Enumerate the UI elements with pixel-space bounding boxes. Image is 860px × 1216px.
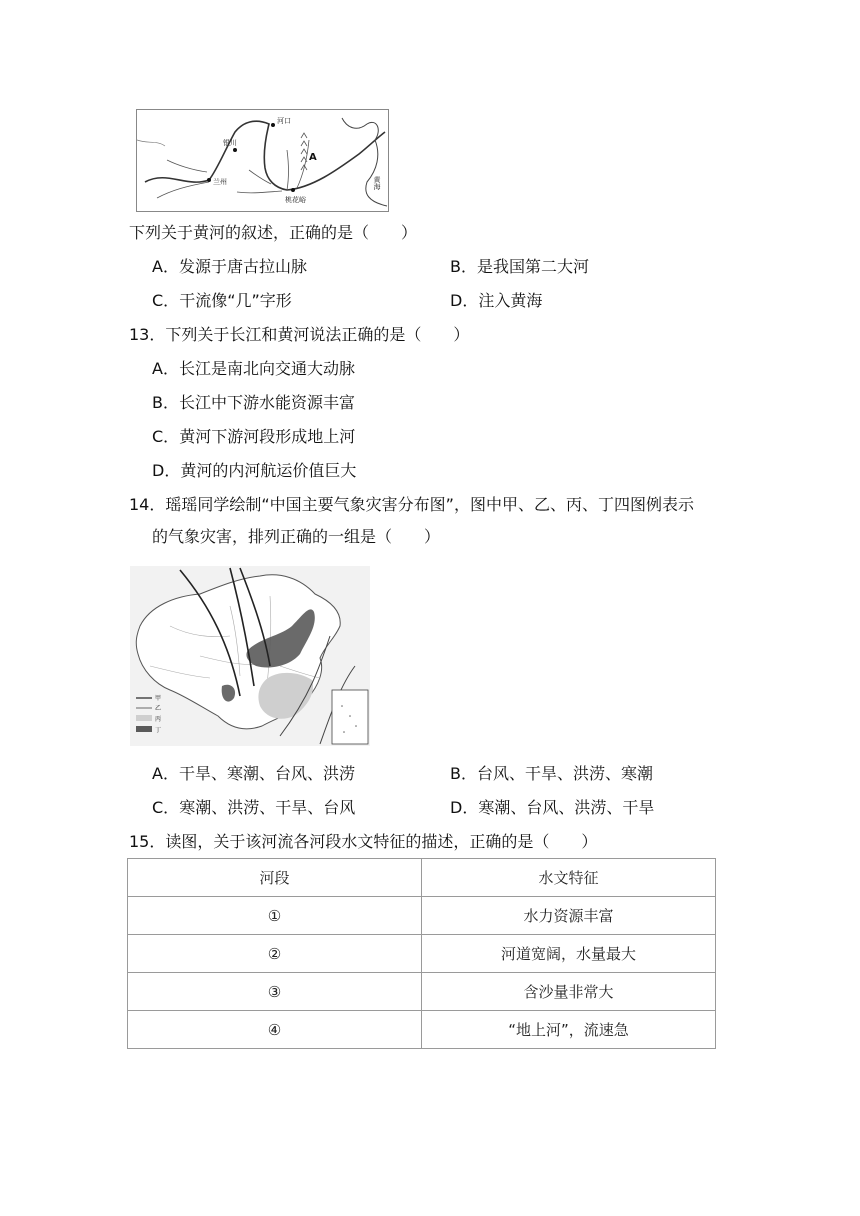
question-number: 15． [129, 832, 166, 851]
table-cell: ② [128, 935, 422, 973]
label-a: A [309, 152, 317, 163]
option-text: 长江中下游水能资源丰富 [178, 393, 355, 412]
option-text: 是我国第二大河 [476, 257, 589, 276]
option-text: 寒潮、洪涝、干旱、台风 [179, 798, 356, 817]
q14-option-c[interactable] [152, 797, 355, 819]
legend-bing: 丙 [155, 716, 162, 723]
table-row [128, 897, 716, 935]
option-text: 黄河的内河航运价值巨大 [180, 461, 357, 480]
table-cell: 水力资源丰富 [422, 897, 716, 935]
table-cell: ① [128, 897, 422, 935]
q13-stem [129, 324, 469, 346]
table-cell: “地上河”，流速急 [422, 1011, 716, 1049]
option-text: 干流像“几”字形 [179, 291, 292, 310]
table-cell: ④ [128, 1011, 422, 1049]
option-key: A． [152, 359, 179, 378]
q12-option-d[interactable] [450, 290, 542, 312]
legend-ding: 丁 [155, 727, 162, 734]
option-text: 干旱、寒潮、台风、洪涝 [178, 764, 355, 783]
label-sea: 黄海 [373, 176, 381, 190]
q14-stem-line2: 的气象灾害，排列正确的一组是（ ） [152, 527, 441, 546]
q13-option-d[interactable] [152, 460, 356, 482]
table-header-cell: 水文特征 [422, 859, 716, 897]
option-key: C． [152, 291, 180, 310]
question-text: 读图，关于该河流各河段水文特征的描述，正确的是（ ） [165, 832, 598, 851]
table-header-cell: 河段 [128, 859, 422, 897]
table-row [128, 973, 716, 1011]
option-key: D． [450, 798, 479, 817]
q14-option-a[interactable] [152, 763, 355, 785]
option-text: 长江是南北向交通大动脉 [178, 359, 355, 378]
option-text: 注入黄海 [478, 291, 543, 310]
table-row [128, 935, 716, 973]
option-key: B． [450, 764, 477, 783]
option-key: C． [152, 798, 180, 817]
q15-stem [129, 831, 597, 853]
option-key: B． [152, 393, 179, 412]
option-text: 寒潮、台风、洪涝、干旱 [478, 798, 655, 817]
table-cell: 含沙量非常大 [422, 973, 716, 1011]
q12-stem: 下列关于黄河的叙述，正确的是（ ） [129, 223, 418, 242]
label-yinchuan: 银川 [223, 139, 237, 147]
label-hekou: 河口 [277, 117, 291, 125]
question-text: 下列关于长江和黄河说法正确的是（ ） [165, 325, 470, 344]
legend-jia: 甲 [155, 695, 162, 702]
table-row [128, 1011, 716, 1049]
q13-option-c[interactable] [152, 426, 355, 448]
option-key: D． [152, 461, 181, 480]
label-taohuayu: 桃花峪 [285, 196, 306, 204]
q14-stem-line1 [129, 494, 694, 516]
q12-option-b[interactable] [450, 256, 589, 278]
q12-option-a[interactable] [152, 256, 307, 278]
china-hazard-map [130, 566, 370, 746]
hydrology-table [127, 858, 716, 1049]
yellow-river-map [136, 109, 389, 212]
option-text: 发源于唐古拉山脉 [178, 257, 307, 276]
question-number: 14． [129, 495, 166, 514]
option-key: D． [450, 291, 479, 310]
question-number: 13． [129, 325, 166, 344]
option-text: 黄河下游河段形成地上河 [179, 427, 356, 446]
label-lanzhou: 兰州 [213, 178, 227, 186]
option-text: 台风、干旱、洪涝、寒潮 [476, 764, 653, 783]
question-text: 瑶瑶同学绘制“中国主要气象灾害分布图”，图中甲、乙、丙、丁四图例表示 [165, 495, 694, 514]
table-header-row [128, 859, 716, 897]
option-key: A． [152, 257, 179, 276]
q14-option-b[interactable] [450, 763, 653, 785]
table-cell: 河道宽阔，水量最大 [422, 935, 716, 973]
table-cell: ③ [128, 973, 422, 1011]
option-key: A． [152, 764, 179, 783]
option-key: C． [152, 427, 180, 446]
q13-option-a[interactable] [152, 358, 355, 380]
legend-yi: 乙 [155, 705, 162, 712]
q14-option-d[interactable] [450, 797, 654, 819]
q12-option-c[interactable] [152, 290, 292, 312]
option-key: B． [450, 257, 477, 276]
q13-option-b[interactable] [152, 392, 355, 414]
